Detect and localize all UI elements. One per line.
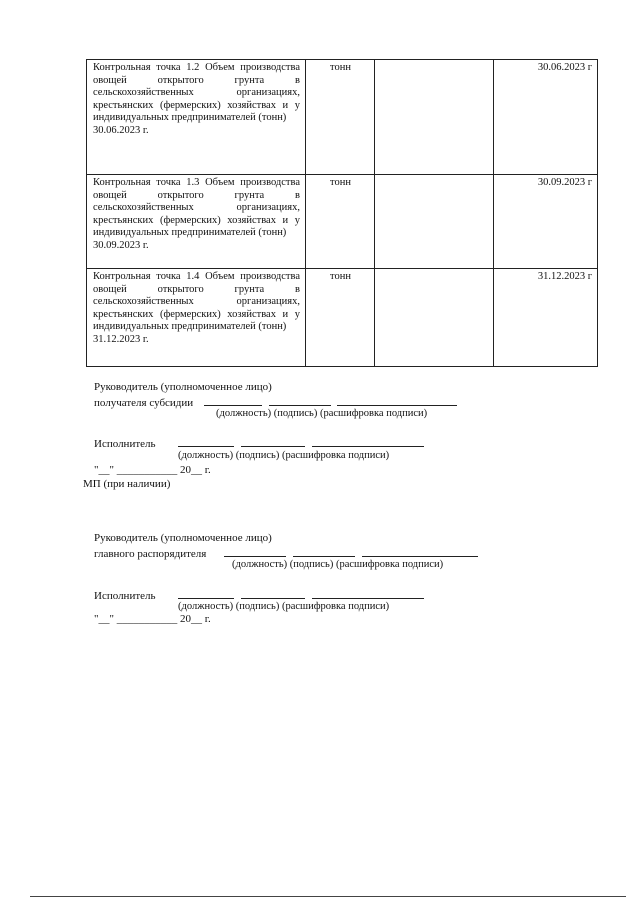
executor-label: Исполнитель bbox=[94, 590, 156, 602]
recipient-signature-hint: (должность) (подпись) (расшифровка подписи) bbox=[216, 408, 428, 419]
executor-signature-hint: (должность) (подпись) (расшифровка подписи) bbox=[178, 601, 390, 612]
position-signature-line[interactable] bbox=[178, 436, 234, 447]
control-point-description-cell bbox=[87, 269, 306, 367]
control-points-table bbox=[86, 59, 598, 367]
control-point-description: Контрольная точка 1.2 Объем производства овощей открытого грунта в сельскохозяйственных организациях, крестьянских (фермерских) хозяйствах и у индивидуальных предпринимателей (тонн) bbox=[93, 62, 300, 124]
control-point-date: 31.12.2023 г. bbox=[93, 333, 149, 345]
signature-decoding-line[interactable] bbox=[312, 588, 424, 599]
unit-cell: тонн bbox=[306, 175, 375, 269]
table-row bbox=[87, 60, 598, 175]
signature-line[interactable] bbox=[293, 546, 355, 557]
table-row bbox=[87, 175, 598, 269]
control-point-date: 30.09.2023 г. bbox=[93, 239, 149, 251]
page-bottom-rule bbox=[30, 896, 626, 897]
control-point-date: 30.06.2023 г. bbox=[93, 124, 149, 136]
position-signature-line[interactable] bbox=[204, 395, 262, 406]
value-cell bbox=[375, 60, 494, 175]
deadline-cell: 31.12.2023 г bbox=[494, 269, 598, 367]
unit-cell: тонн bbox=[306, 60, 375, 175]
control-point-description-cell bbox=[87, 175, 306, 269]
signature-decoding-line[interactable] bbox=[337, 395, 457, 406]
recipient-title-line2-text: получателя субсидии bbox=[94, 397, 194, 409]
recipient-title-line1: Руководитель (уполномоченное лицо) bbox=[94, 381, 272, 393]
control-point-description-cell bbox=[87, 60, 306, 175]
control-point-description: Контрольная точка 1.4 Объем производства овощей открытого грунта в сельскохозяйственных организациях, крестьянских (фермерских) хозяйствах и у индивидуальных предпринимателей (тонн) bbox=[93, 271, 300, 333]
signature-line[interactable] bbox=[269, 395, 331, 406]
executor-label: Исполнитель bbox=[94, 438, 156, 450]
stamp-note: МП (при наличии) bbox=[83, 478, 171, 490]
signature-decoding-line[interactable] bbox=[312, 436, 424, 447]
position-signature-line[interactable] bbox=[178, 588, 234, 599]
table-row bbox=[87, 269, 598, 367]
deadline-cell: 30.06.2023 г bbox=[494, 60, 598, 175]
executor-signature-hint: (должность) (подпись) (расшифровка подписи) bbox=[178, 450, 390, 461]
manager-title-line1: Руководитель (уполномоченное лицо) bbox=[94, 532, 272, 544]
signature-line[interactable] bbox=[241, 588, 305, 599]
value-cell bbox=[375, 269, 494, 367]
unit-cell: тонн bbox=[306, 269, 375, 367]
signature-decoding-line[interactable] bbox=[362, 546, 478, 557]
manager-title-line2-text: главного распорядителя bbox=[94, 548, 207, 560]
position-signature-line[interactable] bbox=[224, 546, 286, 557]
signature-line[interactable] bbox=[241, 436, 305, 447]
executor-date-line: "__" ___________ 20__ г. bbox=[94, 464, 211, 476]
executor-line bbox=[94, 436, 424, 451]
deadline-cell: 30.09.2023 г bbox=[494, 175, 598, 269]
manager-signature-hint: (должность) (подпись) (расшифровка подписи) bbox=[232, 559, 444, 570]
executor-date-line: "__" ___________ 20__ г. bbox=[94, 613, 211, 625]
control-point-description: Контрольная точка 1.3 Объем производства овощей открытого грунта в сельскохозяйственных организациях, крестьянских (фермерских) хозяйствах и у индивидуальных предпринимателей (тонн) bbox=[93, 177, 300, 239]
value-cell bbox=[375, 175, 494, 269]
